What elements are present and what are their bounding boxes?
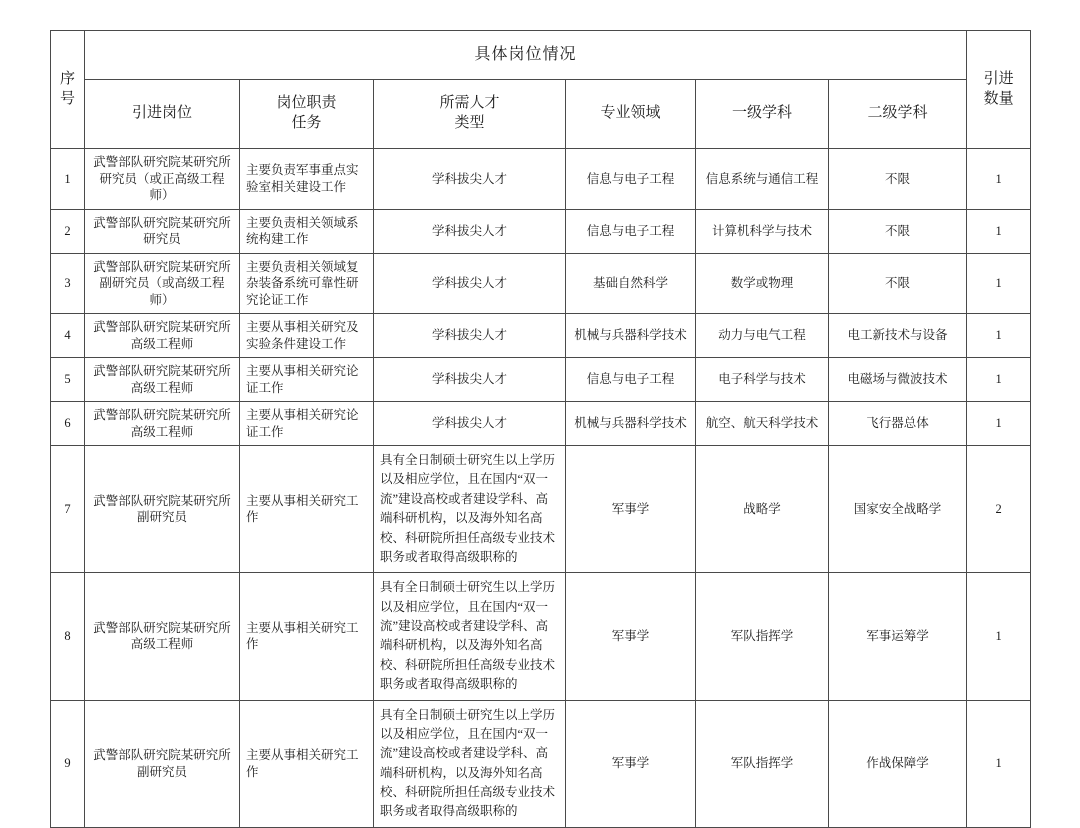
recruitment-table xyxy=(50,30,1031,828)
cell-duty: 主要从事相关研究及实验条件建设工作 xyxy=(240,314,374,358)
cell-field: 机械与兵器科学技术 xyxy=(566,314,696,358)
cell-count: 1 xyxy=(967,358,1031,402)
cell-duty: 主要负责相关领域复杂装备系统可靠性研究论证工作 xyxy=(240,253,374,314)
cell-duty: 主要从事相关研究论证工作 xyxy=(240,358,374,402)
cell-count: 1 xyxy=(967,402,1031,446)
cell-post: 武警部队研究院某研究所研究员（或正高级工程师） xyxy=(85,149,240,210)
cell-count: 1 xyxy=(967,209,1031,253)
column-header-type: 所需人才 类型 xyxy=(374,80,566,149)
cell-post: 武警部队研究院某研究所副研究员 xyxy=(85,446,240,573)
cell-type: 学科拔尖人才 xyxy=(374,358,566,402)
cell-type: 学科拔尖人才 xyxy=(374,209,566,253)
cell-field: 军事学 xyxy=(566,700,696,827)
cell-discipline2: 国家安全战略学 xyxy=(829,446,967,573)
cell-count: 1 xyxy=(967,573,1031,700)
column-header-duty: 岗位职责 任务 xyxy=(240,80,374,149)
cell-discipline1: 军队指挥学 xyxy=(696,573,829,700)
cell-seq: 1 xyxy=(51,149,85,210)
cell-discipline2: 不限 xyxy=(829,209,967,253)
cell-count: 1 xyxy=(967,253,1031,314)
cell-duty: 主要从事相关研究工作 xyxy=(240,573,374,700)
cell-seq: 4 xyxy=(51,314,85,358)
cell-discipline2: 电工新技术与设备 xyxy=(829,314,967,358)
cell-type: 具有全日制硕士研究生以上学历以及相应学位，且在国内“双一流”建设高校或者建设学科、高端科研机构，以及海外知名高校、科研院所担任高级专业技术职务或者取得高级职称的 xyxy=(374,446,566,573)
column-header-discipline2: 二级学科 xyxy=(829,80,967,149)
cell-field: 信息与电子工程 xyxy=(566,209,696,253)
table-row xyxy=(51,253,1031,314)
column-header-count: 引进 数量 xyxy=(967,31,1031,149)
cell-post: 武警部队研究院某研究所高级工程师 xyxy=(85,314,240,358)
cell-post: 武警部队研究院某研究所副研究员（或高级工程师） xyxy=(85,253,240,314)
cell-duty: 主要负责军事重点实验室相关建设工作 xyxy=(240,149,374,210)
cell-post: 武警部队研究院某研究所高级工程师 xyxy=(85,358,240,402)
cell-count: 2 xyxy=(967,446,1031,573)
cell-discipline1: 动力与电气工程 xyxy=(696,314,829,358)
cell-post: 武警部队研究院某研究所高级工程师 xyxy=(85,402,240,446)
cell-count: 1 xyxy=(967,149,1031,210)
cell-seq: 6 xyxy=(51,402,85,446)
column-header-discipline1: 一级学科 xyxy=(696,80,829,149)
cell-duty: 主要从事相关研究工作 xyxy=(240,446,374,573)
cell-discipline2: 飞行器总体 xyxy=(829,402,967,446)
cell-seq: 8 xyxy=(51,573,85,700)
cell-seq: 9 xyxy=(51,700,85,827)
cell-duty: 主要从事相关研究论证工作 xyxy=(240,402,374,446)
cell-type: 学科拔尖人才 xyxy=(374,253,566,314)
cell-discipline2: 电磁场与微波技术 xyxy=(829,358,967,402)
cell-discipline2: 作战保障学 xyxy=(829,700,967,827)
cell-discipline1: 信息系统与通信工程 xyxy=(696,149,829,210)
cell-seq: 5 xyxy=(51,358,85,402)
cell-seq: 7 xyxy=(51,446,85,573)
cell-type: 学科拔尖人才 xyxy=(374,149,566,210)
table-header xyxy=(51,31,1031,149)
table-row xyxy=(51,402,1031,446)
cell-discipline2: 军事运筹学 xyxy=(829,573,967,700)
cell-discipline2: 不限 xyxy=(829,253,967,314)
cell-discipline1: 战略学 xyxy=(696,446,829,573)
column-header-field: 专业领域 xyxy=(566,80,696,149)
cell-type: 学科拔尖人才 xyxy=(374,314,566,358)
cell-count: 1 xyxy=(967,700,1031,827)
column-header-group: 具体岗位情况 xyxy=(85,31,967,80)
cell-discipline1: 数学或物理 xyxy=(696,253,829,314)
table-row xyxy=(51,700,1031,827)
cell-field: 机械与兵器科学技术 xyxy=(566,402,696,446)
cell-discipline1: 航空、航天科学技术 xyxy=(696,402,829,446)
table-row xyxy=(51,209,1031,253)
cell-post: 武警部队研究院某研究所副研究员 xyxy=(85,700,240,827)
cell-type: 学科拔尖人才 xyxy=(374,402,566,446)
table-row xyxy=(51,314,1031,358)
cell-seq: 2 xyxy=(51,209,85,253)
table-row xyxy=(51,573,1031,700)
table-row xyxy=(51,358,1031,402)
cell-discipline2: 不限 xyxy=(829,149,967,210)
cell-discipline1: 军队指挥学 xyxy=(696,700,829,827)
cell-field: 军事学 xyxy=(566,446,696,573)
table-row xyxy=(51,149,1031,210)
cell-seq: 3 xyxy=(51,253,85,314)
cell-field: 信息与电子工程 xyxy=(566,149,696,210)
cell-type: 具有全日制硕士研究生以上学历以及相应学位，且在国内“双一流”建设高校或者建设学科、高端科研机构，以及海外知名高校、科研院所担任高级专业技术职务或者取得高级职称的 xyxy=(374,573,566,700)
cell-post: 武警部队研究院某研究所高级工程师 xyxy=(85,573,240,700)
column-header-post: 引进岗位 xyxy=(85,80,240,149)
cell-post: 武警部队研究院某研究所研究员 xyxy=(85,209,240,253)
table-header-row-2 xyxy=(51,80,1031,149)
cell-field: 军事学 xyxy=(566,573,696,700)
cell-field: 信息与电子工程 xyxy=(566,358,696,402)
cell-discipline1: 计算机科学与技术 xyxy=(696,209,829,253)
cell-duty: 主要负责相关领域系统构建工作 xyxy=(240,209,374,253)
table-header-row-1 xyxy=(51,31,1031,80)
cell-discipline1: 电子科学与技术 xyxy=(696,358,829,402)
cell-field: 基础自然科学 xyxy=(566,253,696,314)
cell-duty: 主要从事相关研究工作 xyxy=(240,700,374,827)
cell-type: 具有全日制硕士研究生以上学历以及相应学位，且在国内“双一流”建设高校或者建设学科、高端科研机构，以及海外知名高校、科研院所担任高级专业技术职务或者取得高级职称的 xyxy=(374,700,566,827)
cell-count: 1 xyxy=(967,314,1031,358)
table-row xyxy=(51,446,1031,573)
table-body xyxy=(51,149,1031,828)
column-header-seq: 序 号 xyxy=(51,31,85,149)
